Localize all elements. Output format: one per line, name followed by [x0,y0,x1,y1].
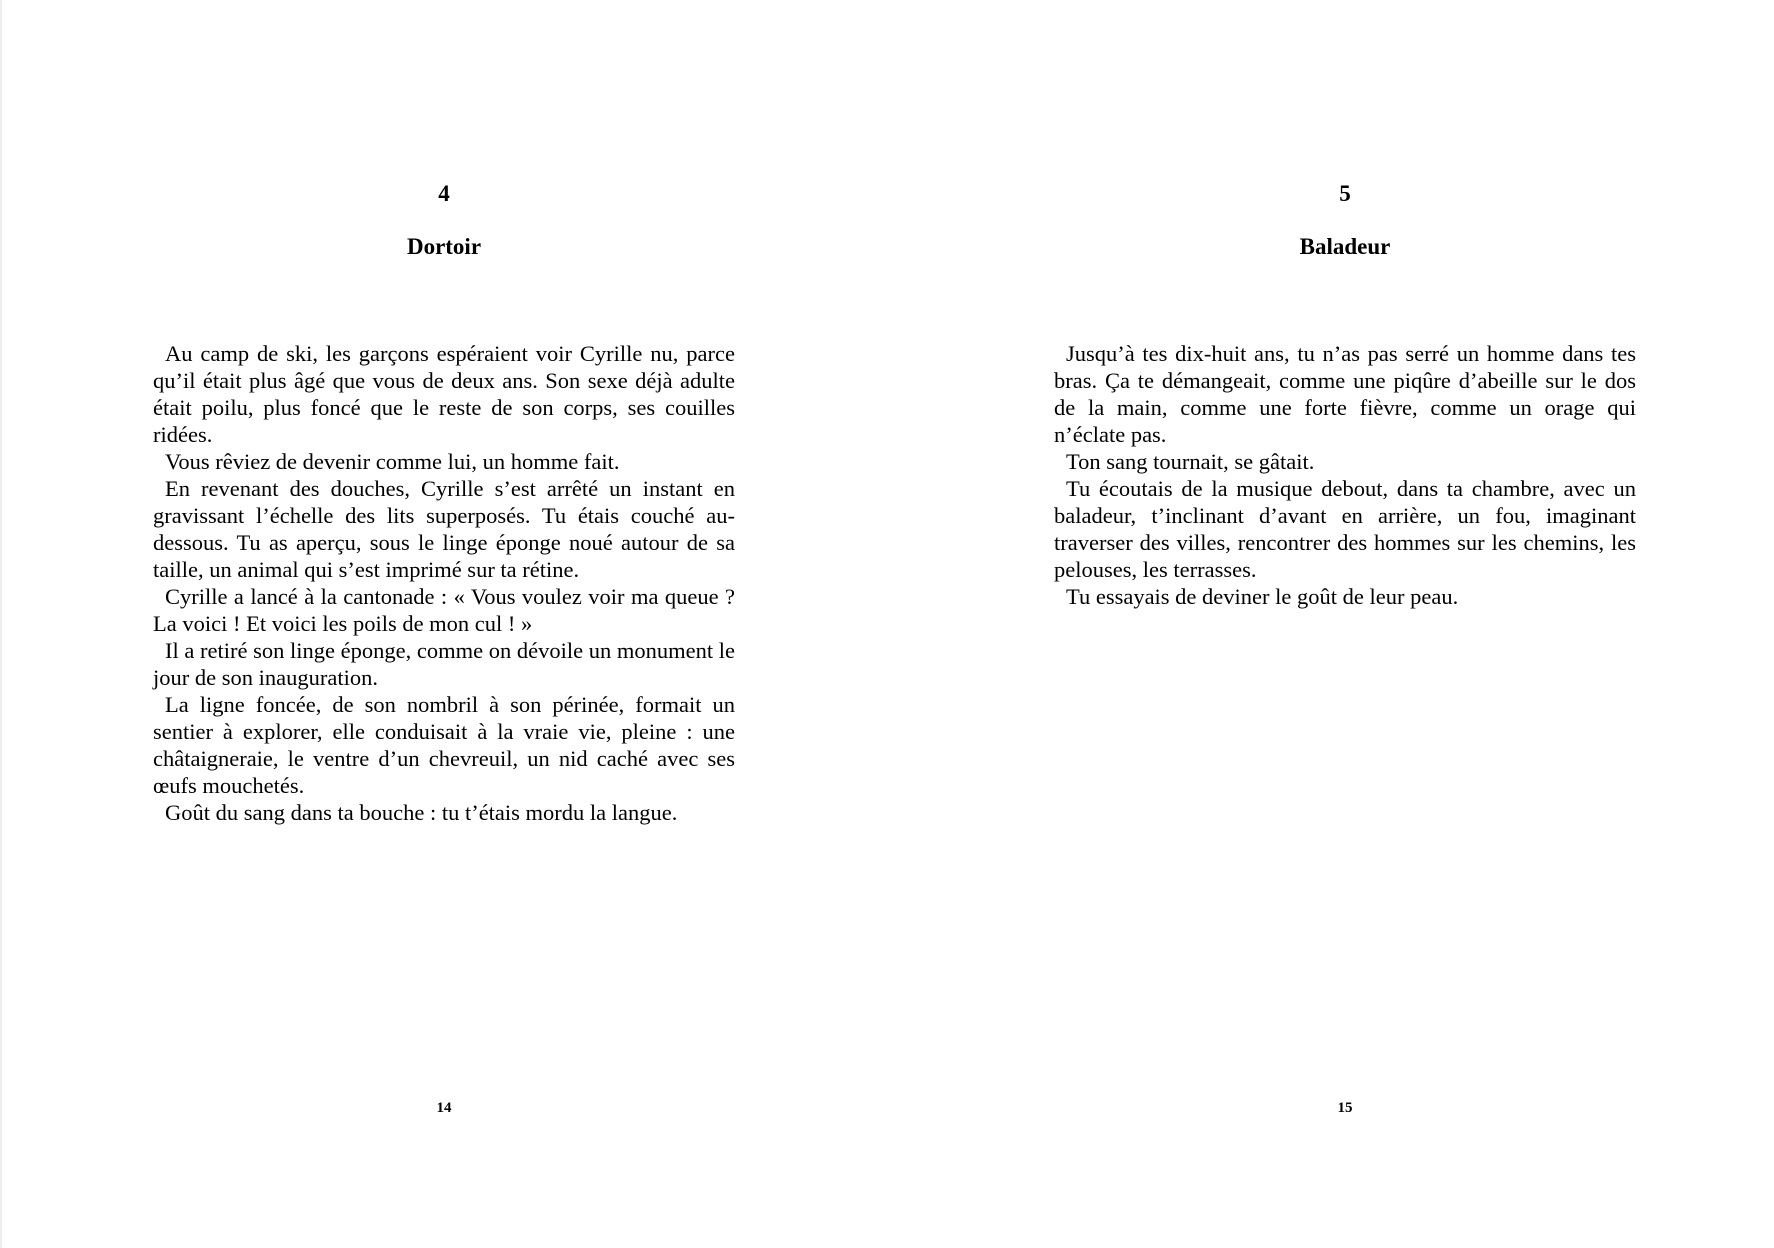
paragraph: Goût du sang dans ta bouche : tu t’étais mordu la langue. [165,800,678,825]
page-number: 14 [436,1100,452,1116]
paragraph: Au camp de ski, les garçons espéraient voir Cyrille nu, parce qu’il était plus âgé que vous de deux ans. Son sexe déjà adulte était poilu, plus foncé que le reste de son corps, ses couilles ridées. [153,341,735,447]
paragraph: Jusqu’à tes dix-huit ans, tu n’as pas serré un homme dans tes bras. Ça te démangeait, comme une piqûre d’abeille sur le dos de la main, comme une forte fièvre, comme un orage qui n’éclate pas. [1054,341,1636,447]
chapter-title: Baladeur [1299,234,1391,259]
paragraph: En revenant des douches, Cyrille s’est arrêté un instant en gravissant l’échelle des lits superposés. Tu étais couché au-dessous. Tu as aperçu, sous le linge éponge noué autour de sa taille, un animal qui s’est imprimé sur ta rétine. [153,476,735,582]
chapter-number: 5 [1339,181,1351,206]
paragraph: Tu écoutais de la musique debout, dans ta chambre, avec un baladeur, t’inclinant d’avant en arrière, un fou, imaginant traverser des villes, rencontrer des hommes sur les chemins, les pelouses, les terrasses. [1054,476,1636,582]
paragraph: Cyrille a lancé à la cantonade : « Vous voulez voir ma queue ? La voici ! Et voici les poils de mon cul ! » [153,584,735,636]
paragraph: Ton sang tournait, se gâtait. [1066,449,1315,474]
chapter-body [153,340,735,826]
paragraph: Tu essayais de deviner le goût de leur peau. [1066,584,1459,609]
left-page [153,0,735,1248]
paragraph: La ligne foncée, de son nombril à son périnée, formait un sentier à explorer, elle conduisait à la vraie vie, pleine : une châtaigneraie, le ventre d’un chevreuil, un nid caché avec ses œufs mouchetés. [153,692,735,798]
chapter-number: 4 [438,181,450,206]
paragraph: Vous rêviez de devenir comme lui, un homme fait. [165,449,620,474]
chapter-body [1054,340,1636,610]
chapter-title: Dortoir [406,234,482,259]
paragraph: Il a retiré son linge éponge, comme on dévoile un monument le jour de son inauguration. [153,638,735,690]
page-number: 15 [1337,1100,1353,1116]
right-page [1054,0,1636,1248]
